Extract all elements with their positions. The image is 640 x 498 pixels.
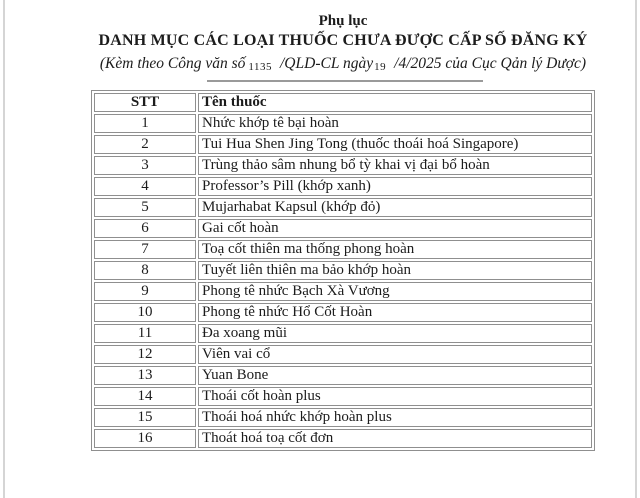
drug-name-cell: Phong tê nhức Hổ Cốt Hoàn [198, 303, 592, 322]
subtitle [91, 53, 595, 76]
table-row [94, 261, 592, 280]
appendix-label: Phụ lục [318, 13, 368, 29]
drug-name-cell: Thoát hoá toạ cốt đơn [198, 429, 592, 448]
stt-cell: 2 [94, 135, 196, 154]
subtitle-text-3: /4/2025 của Cục Qản lý Dược) [394, 55, 587, 72]
drug-name-cell: Thoái hoá nhức khớp hoàn plus [198, 408, 592, 427]
drug-name-cell: Thoái cốt hoàn plus [198, 387, 592, 406]
stt-cell: 6 [94, 219, 196, 238]
stt-cell: 10 [94, 303, 196, 322]
drug-name-cell: Tui Hua Shen Jing Tong (thuốc thoái hoá Singapore) [198, 135, 592, 154]
drug-name-cell: Mujarhabat Kapsul (khớp đỏ) [198, 198, 592, 217]
document-page [91, 0, 595, 451]
table-row [94, 408, 592, 427]
table-row [94, 135, 592, 154]
table-header-row [94, 93, 592, 112]
stt-cell: 11 [94, 324, 196, 343]
stt-cell: 12 [94, 345, 196, 364]
drug-name-cell: Nhức khớp tê bại hoàn [198, 114, 592, 133]
table-row [94, 114, 592, 133]
table-row [94, 240, 592, 259]
column-header-stt: STT [94, 93, 196, 112]
drug-name-cell: Tuyết liên thiên ma bảo khớp hoàn [198, 261, 592, 280]
stt-cell: 1 [94, 114, 196, 133]
stt-cell: 16 [94, 429, 196, 448]
table-row [94, 303, 592, 322]
drug-name-cell: Đa xoang mũi [198, 324, 592, 343]
subtitle-text-1: (Kèm theo Công văn số [99, 55, 246, 72]
drug-name-cell: Toạ cốt thiên ma thống phong hoàn [198, 240, 592, 259]
stt-cell: 4 [94, 177, 196, 196]
stt-cell: 7 [94, 240, 196, 259]
table-row [94, 429, 592, 448]
day-number: 19 [374, 61, 387, 73]
header-divider [207, 80, 483, 82]
table-row [94, 387, 592, 406]
drug-name-cell: Viên vai cổ [198, 345, 592, 364]
table-row [94, 345, 592, 364]
stt-cell: 14 [94, 387, 196, 406]
subtitle-text-2: /QLD-CL ngày [280, 55, 374, 72]
table-row [94, 156, 592, 175]
stt-cell: 8 [94, 261, 196, 280]
drug-name-cell: Phong tê nhức Bạch Xà Vương [198, 282, 592, 301]
scan-edge-left [3, 0, 5, 498]
page-title: DANH MỤC CÁC LOẠI THUỐC CHƯA ĐƯỢC CẤP SỐ ĐĂNG KÝ [98, 32, 588, 49]
drug-table [91, 90, 595, 451]
document-number: 1135 [248, 61, 272, 73]
drug-name-cell: Trùng thảo sâm nhung bổ tỳ khai vị đại bổ hoàn [198, 156, 592, 175]
stt-cell: 9 [94, 282, 196, 301]
table-row [94, 177, 592, 196]
table-row [94, 198, 592, 217]
table-row [94, 282, 592, 301]
stt-cell: 3 [94, 156, 196, 175]
table-row [94, 366, 592, 385]
table-row [94, 219, 592, 238]
stt-cell: 13 [94, 366, 196, 385]
stt-cell: 5 [94, 198, 196, 217]
stt-cell: 15 [94, 408, 196, 427]
column-header-drug-name: Tên thuốc [198, 93, 592, 112]
scan-edge-right [635, 0, 637, 498]
table-row [94, 324, 592, 343]
drug-name-cell: Yuan Bone [198, 366, 592, 385]
drug-name-cell: Gai cốt hoàn [198, 219, 592, 238]
drug-name-cell: Professor’s Pill (khớp xanh) [198, 177, 592, 196]
